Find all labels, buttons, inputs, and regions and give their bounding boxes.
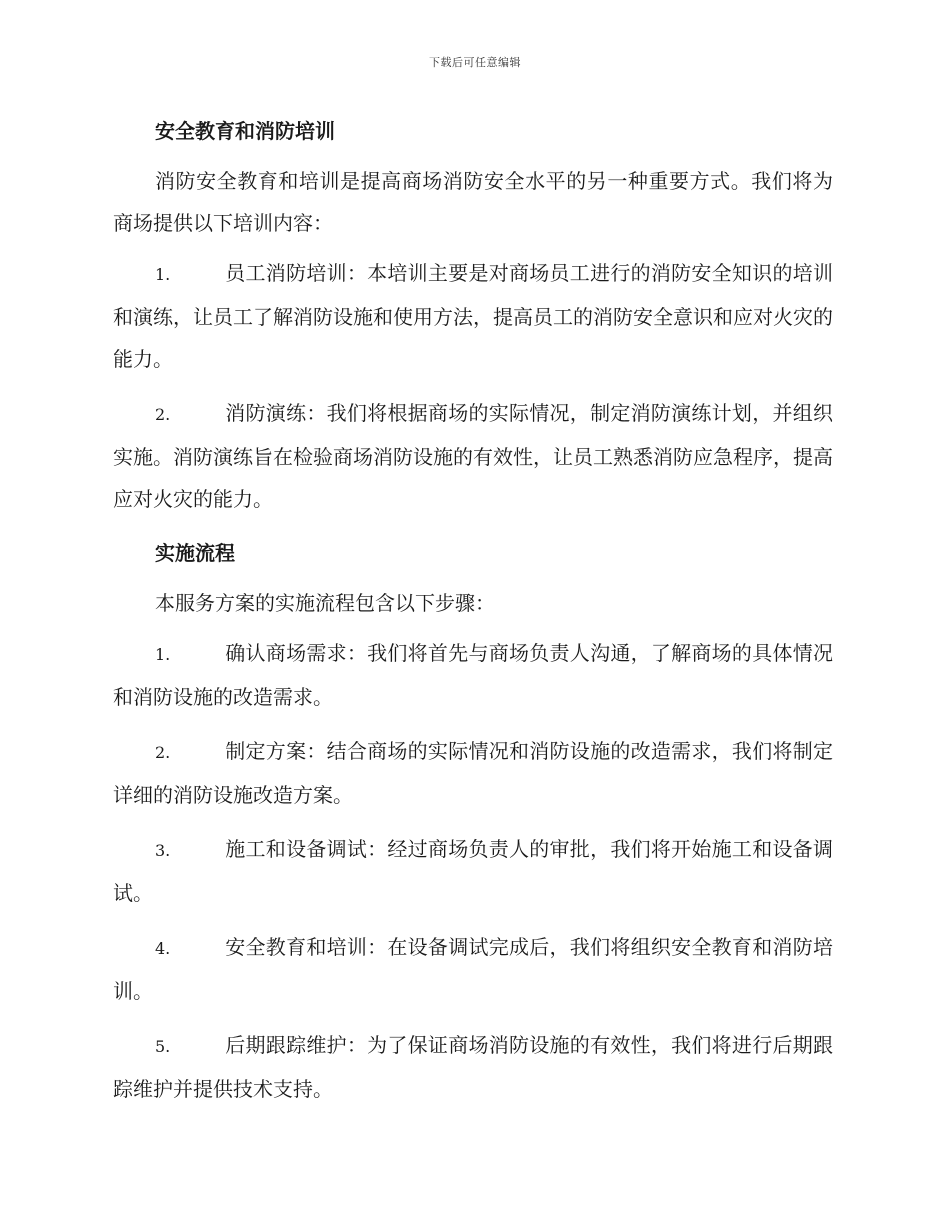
list-item-text: 制定方案：结合商场的实际情况和消防设施的改造需求，我们将制定详细的消防设施改造方案。	[113, 739, 833, 807]
list-item	[113, 632, 833, 718]
section-heading: 实施流程	[155, 541, 235, 565]
list-item-number: 5.	[155, 1037, 171, 1056]
list-item-text: 施工和设备调试：经过商场负责人的审批，我们将开始施工和设备调试。	[113, 837, 833, 905]
list-item-number: 2.	[155, 405, 171, 424]
list-item-text: 员工消防培训：本培训主要是对商场员工进行的消防安全知识的培训和演练，让员工了解消防设施和使用方法，提高员工的消防安全意识和应对火灾的能力。	[113, 261, 833, 371]
list-item	[113, 926, 833, 1012]
list-item-text: 后期跟踪维护：为了保证商场消防设施的有效性，我们将进行后期跟踪维护并提供技术支持。	[113, 1033, 833, 1101]
list-item	[113, 392, 833, 520]
list-item-number: 1.	[155, 265, 171, 284]
list-item-number: 2.	[155, 743, 171, 762]
list-item-number: 1.	[155, 645, 171, 664]
section-heading: 安全教育和消防培训	[155, 119, 335, 143]
document-body	[113, 110, 833, 1122]
list-item-number: 3.	[155, 841, 171, 860]
list-item	[113, 828, 833, 914]
list-item-text: 安全教育和培训：在设备调试完成后，我们将组织安全教育和消防培训。	[113, 935, 833, 1003]
section-intro: 消防安全教育和培训是提高商场消防安全水平的另一种重要方式。我们将为商场提供以下培训内容：	[113, 169, 833, 235]
list-item	[113, 1024, 833, 1110]
header-note: 下载后可任意编辑	[429, 56, 521, 69]
list-item	[113, 252, 833, 380]
list-item-number: 4.	[155, 939, 171, 958]
section-intro: 本服务方案的实施流程包含以下步骤：	[155, 591, 495, 615]
list-item-text: 确认商场需求：我们将首先与商场负责人沟通，了解商场的具体情况和消防设施的改造需求。	[113, 641, 833, 709]
list-item-text: 消防演练：我们将根据商场的实际情况，制定消防演练计划，并组织实施。消防演练旨在检验商场消防设施的有效性，让员工熟悉消防应急程序，提高应对火灾的能力。	[113, 401, 833, 511]
list-item	[113, 730, 833, 816]
